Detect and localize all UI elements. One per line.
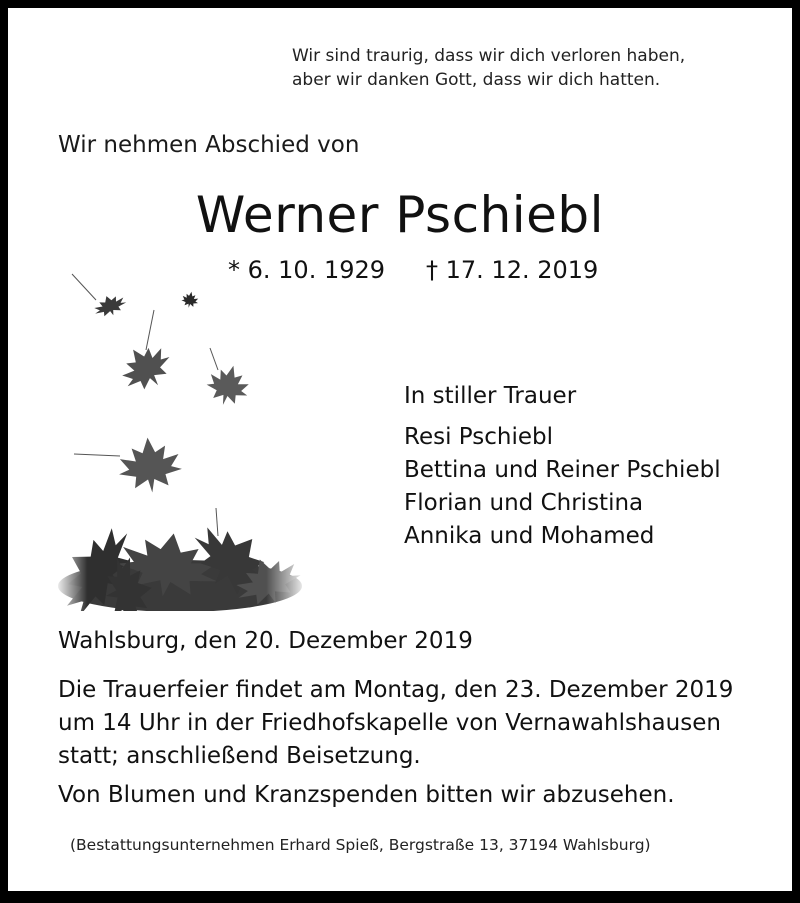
mourner-name: Resi Pschiebl — [404, 424, 553, 450]
ceremony-info — [58, 674, 733, 773]
mourner-name: Annika und Mohamed — [404, 523, 655, 549]
mourner-name: Bettina und Reiner Pschiebl — [404, 457, 721, 483]
funeral-home-info: (Bestattungsunternehmen Erhard Spieß, Bergstraße 13, 37194 Wahlsburg) — [70, 836, 651, 854]
ceremony-line-1: Die Trauerfeier findet am Montag, den 23. Dezember 2019 — [58, 677, 734, 703]
mourners-block — [404, 380, 721, 553]
obituary-card — [8, 8, 792, 891]
ceremony-line-2: um 14 Uhr in der Friedhofskapelle von Vernawahlshausen — [58, 710, 721, 736]
intro-text: Wir nehmen Abschied von — [58, 132, 360, 158]
quote-line-1: Wir sind traurig, dass wir dich verloren haben, — [292, 46, 686, 66]
quote-line-2: aber wir danken Gott, dass wir dich hatten. — [292, 70, 661, 90]
deceased-name: Werner Pschiebl — [195, 186, 605, 244]
place-date: Wahlsburg, den 20. Dezember 2019 — [58, 628, 473, 654]
death-date: † 17. 12. 2019 — [426, 256, 599, 284]
quote — [292, 44, 685, 92]
mourners-heading: In stiller Trauer — [404, 383, 577, 409]
flowers-note: Von Blumen und Kranzspenden bitten wir abzusehen. — [58, 782, 675, 808]
ceremony-line-3: statt; anschließend Beisetzung. — [58, 743, 421, 769]
leaf-shapes — [91, 290, 254, 495]
mourner-name: Florian und Christina — [404, 490, 644, 516]
birth-date: * 6. 10. 1929 — [228, 256, 386, 284]
falling-leaves-image — [58, 266, 303, 611]
leaf-pile — [58, 510, 303, 611]
